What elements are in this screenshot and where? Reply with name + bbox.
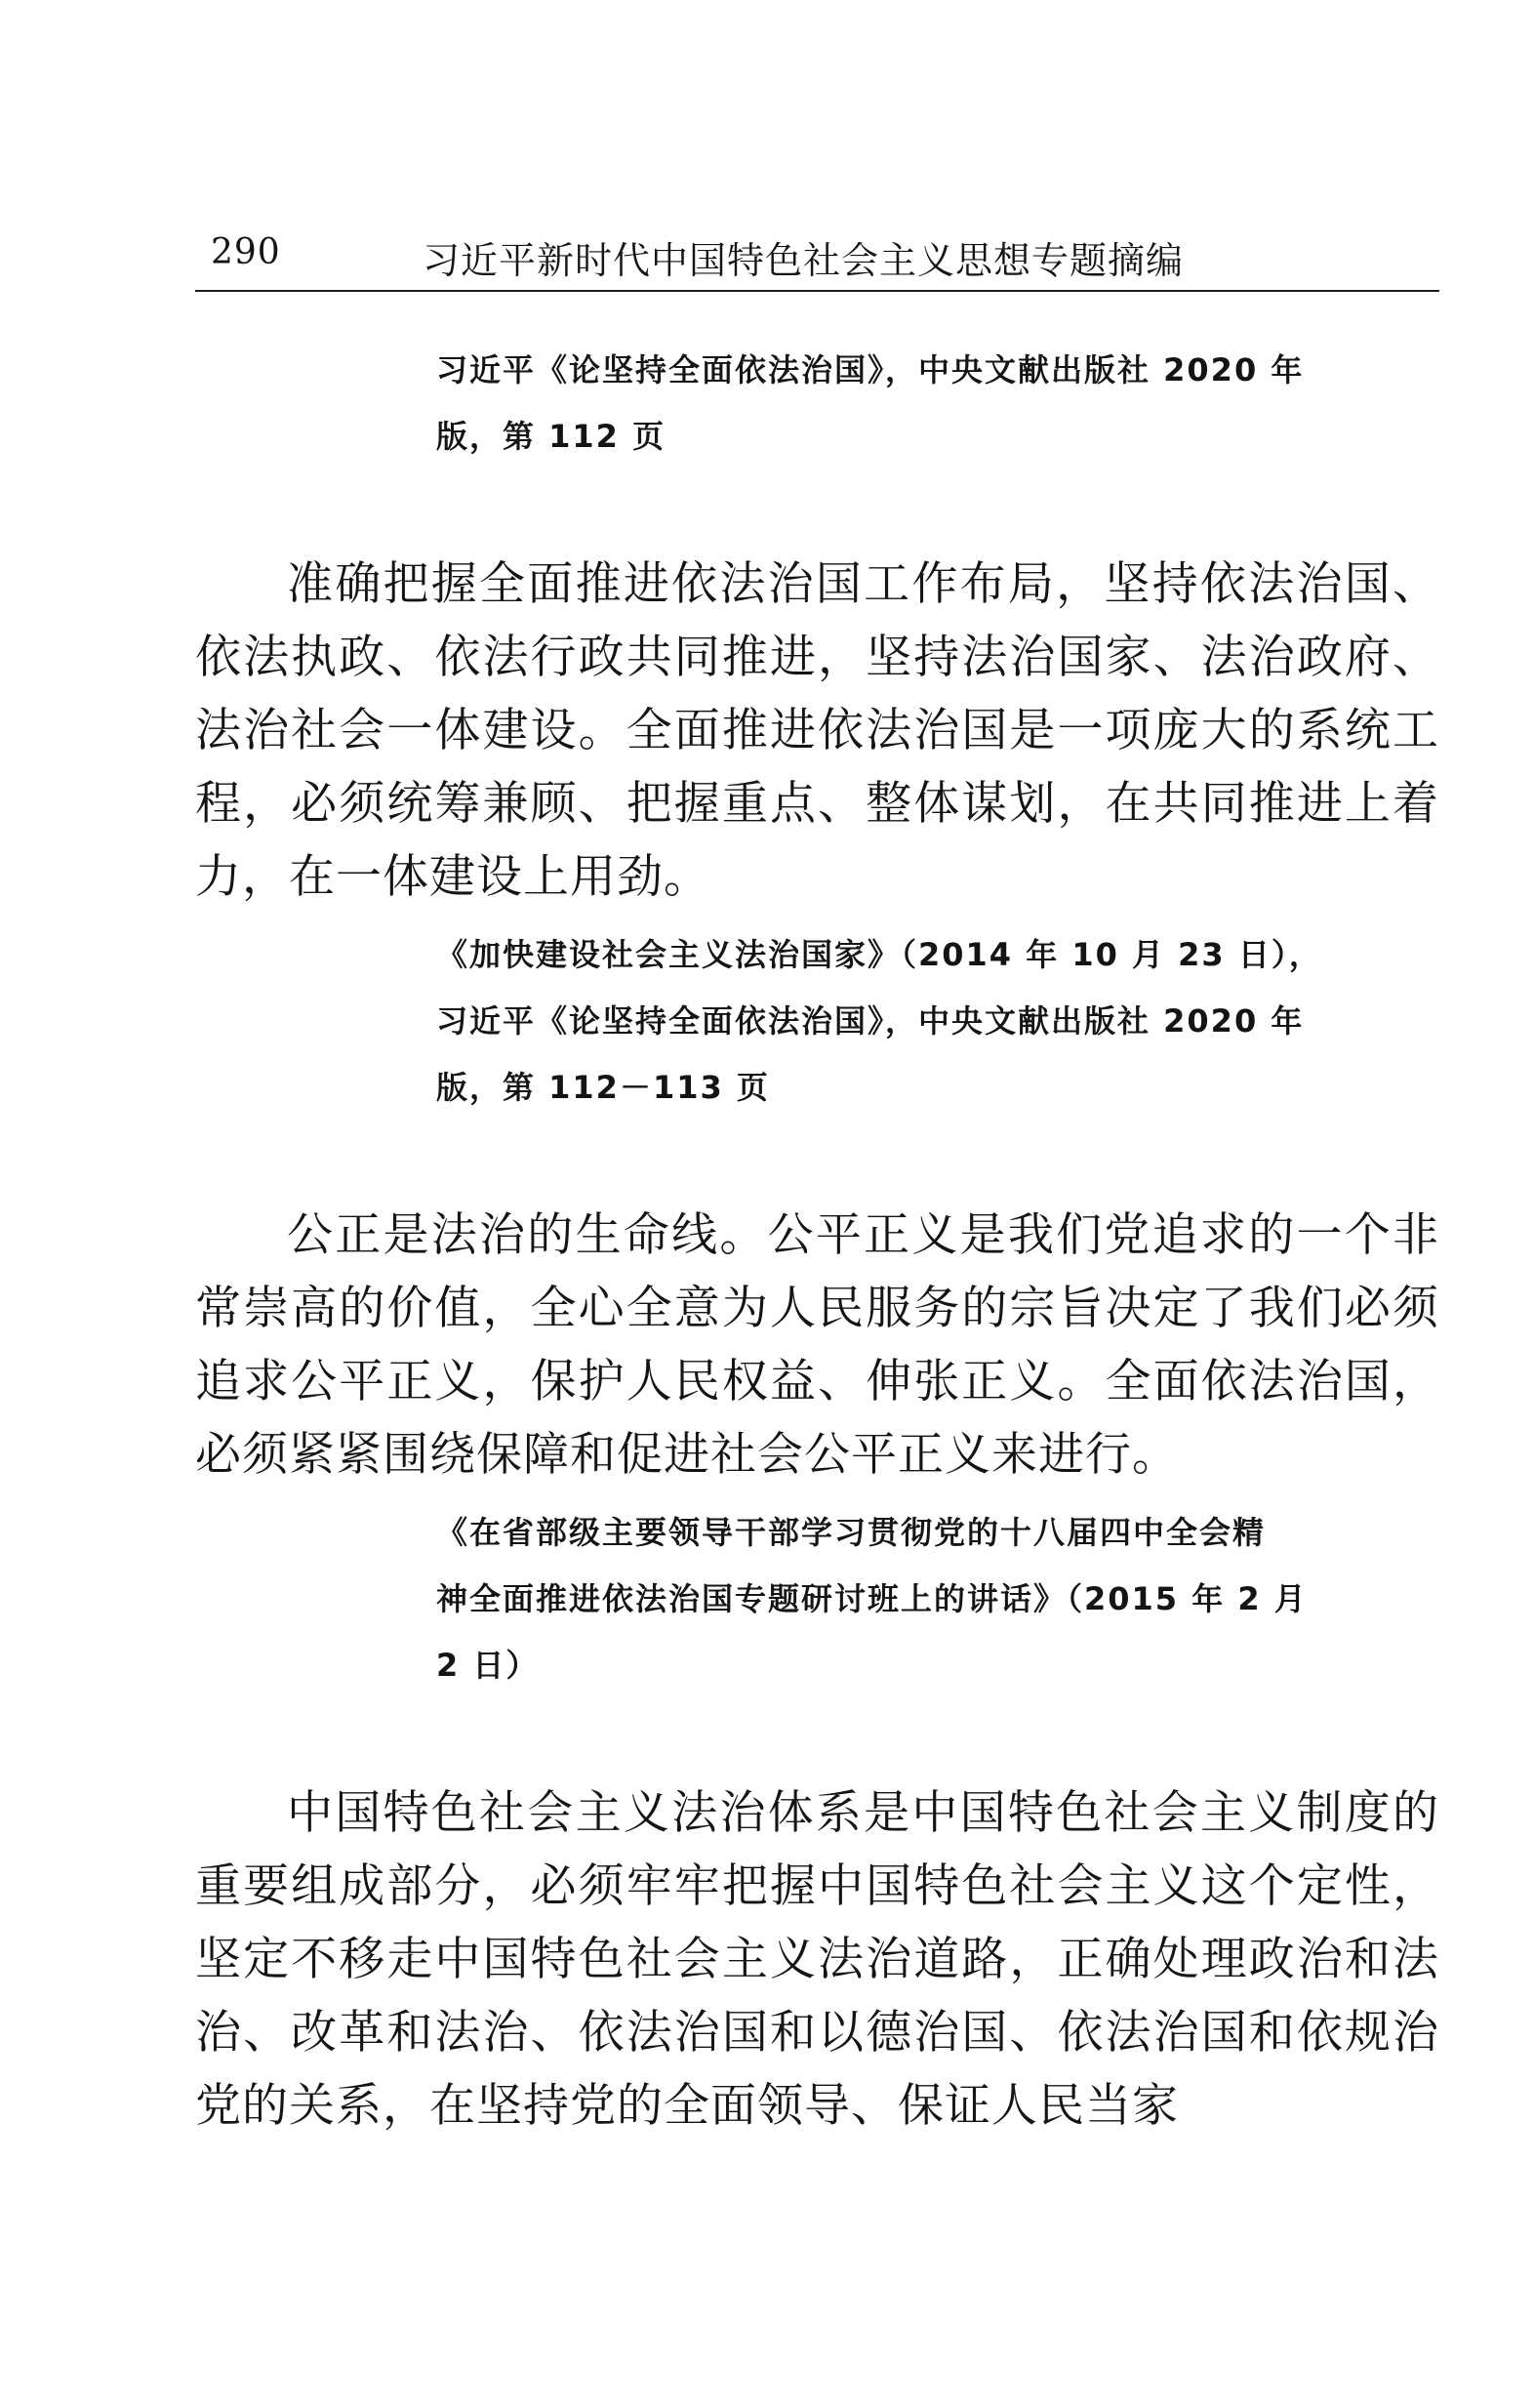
body-paragraph: 准确把握全面推进依法治国工作布局，坚持依法治国、依法执政、依法行政共同推进，坚持法治国家、法治政府、法治社会一体建设。全面推进依法治国是一项庞大的系统工程，必须统筹兼顾、把握重点、整体谋划，在共同推进上着力，在一体建设上用劲。 [195, 557, 1439, 904]
running-title: 习近平新时代中国特色社会主义思想专题摘编 [423, 239, 1185, 282]
citation [436, 1499, 1439, 1698]
page-header [195, 226, 1439, 295]
citation [436, 921, 1439, 1121]
citation-line: 习近平《论坚持全面依法治国》，中央文献出版社 2020 年 [436, 1002, 1305, 1040]
page-number: 290 [211, 232, 281, 272]
citation [436, 337, 1439, 469]
citation-line: 版，第 112 页 [436, 418, 666, 455]
citation-line: 版，第 112－113 页 [436, 1069, 770, 1106]
citation-line: 《在省部级主要领导干部学习贯彻党的十八届四中全会精 [436, 1514, 1267, 1551]
citation-line: 2 日） [436, 1647, 540, 1684]
page-body [195, 337, 1439, 2143]
header-rule [195, 290, 1439, 292]
body-paragraph: 公正是法治的生命线。公平正义是我们党追求的一个非常崇高的价值，全心全意为人民服务的宗旨决定了我们必须追求公平正义，保护人民权益、伸张正义。全面依法治国，必须紧紧围绕保障和促进社会公平正义来进行。 [195, 1208, 1439, 1482]
citation-line: 《加快建设社会主义法治国家》（2014 年 10 月 23 日）， [436, 936, 1322, 973]
citation-line: 神全面推进依法治国专题研讨班上的讲话》（2015 年 2 月 [436, 1580, 1308, 1617]
body-paragraph: 中国特色社会主义法治体系是中国特色社会主义制度的重要组成部分，必须牢牢把握中国特色社会主义这个定性，坚定不移走中国特色社会主义法治道路，正确处理政治和法治、改革和法治、依法治国和以德治国、依法治国和依规治党的关系，在坚持党的全面领导、保证人民当家 [195, 1786, 1439, 2133]
citation-line: 习近平《论坚持全面依法治国》，中央文献出版社 2020 年 [436, 351, 1305, 388]
